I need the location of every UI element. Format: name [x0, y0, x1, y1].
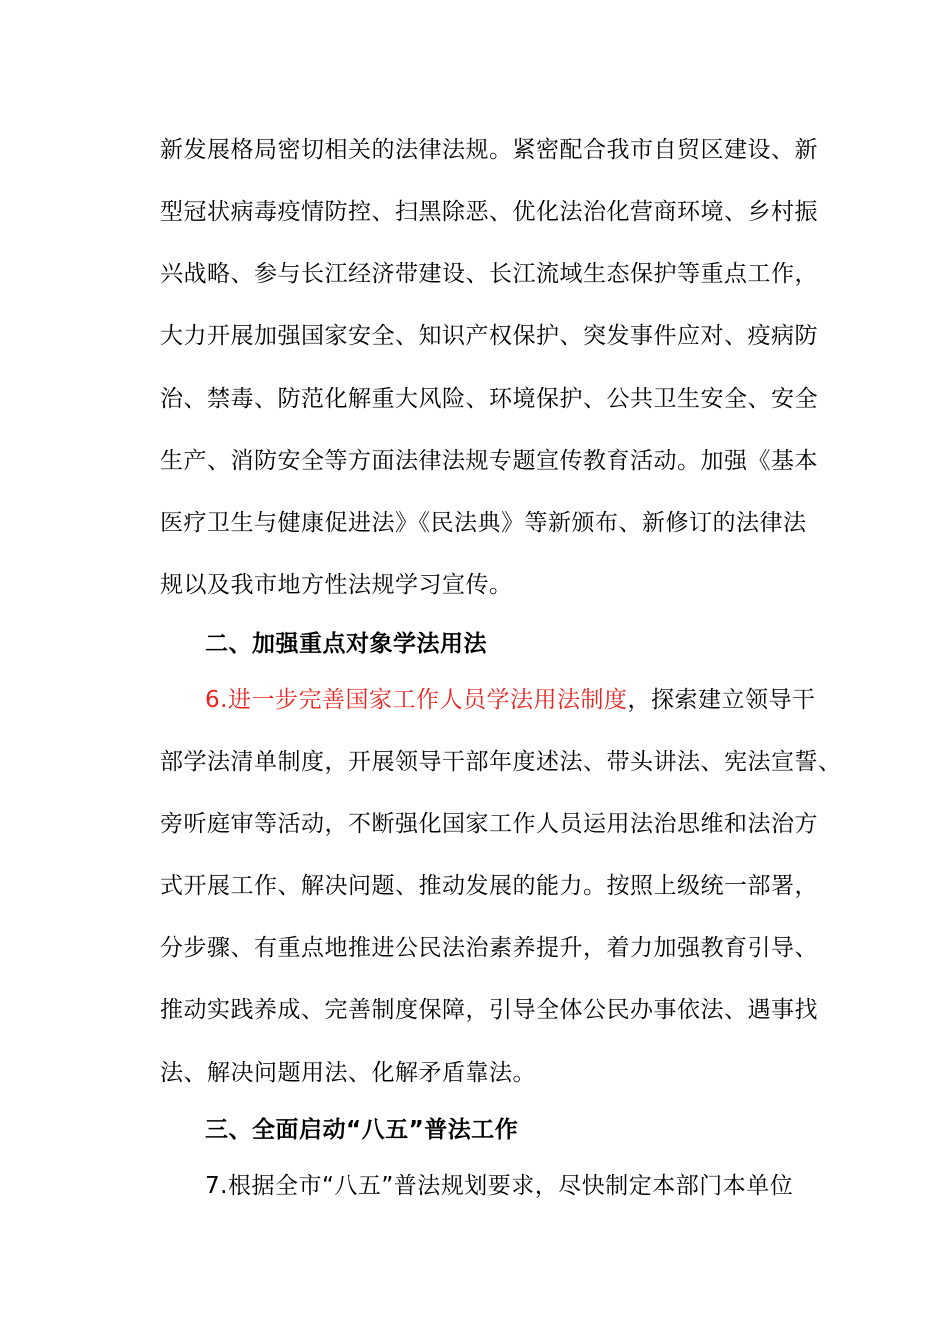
section-heading-2: 二、加强重点对象学法用法 [205, 631, 487, 657]
paragraph-line: 旁听庭审等活动，不断强化国家工作人员运用法治思维和法治方 [160, 811, 818, 837]
section-heading-3: 三、全面启动“八五”普法工作 [205, 1117, 519, 1143]
item-6-rest: ，探索建立领导干 [627, 687, 816, 713]
item-6-line [205, 680, 815, 720]
paragraph-line: 推动实践养成、完善制度保障，引导全体公民办事依法、遇事找 [160, 997, 818, 1023]
paragraph-line: 新发展格局密切相关的法律法规。紧密配合我市自贸区建设、新 [160, 137, 818, 163]
paragraph-line: 分步骤、有重点地推进公民法治素养提升，着力加强教育引导、 [160, 935, 818, 961]
paragraph-line: 部学法清单制度，开展领导干部年度述法、带头讲法、宪法宣誓、 [160, 749, 842, 775]
paragraph-line: 医疗卫生与健康促进法》《民法典》等新颁布、新修订的法律法 [160, 510, 807, 536]
paragraph-line: 治、禁毒、防范化解重大风险、环境保护、公共卫生安全、安全 [160, 386, 818, 412]
paragraph-line: 生产、消防安全等方面法律法规专题宣传教育活动。加强《基本 [160, 448, 818, 474]
paragraph-line: 法、解决问题用法、化解矛盾靠法。 [160, 1060, 536, 1086]
item-6-highlight: 6.进一步完善国家工作人员学法用法制度 [205, 687, 628, 713]
paragraph-line: 型冠状病毒疫情防控、扫黑除恶、优化法治化营商环境、乡村振 [160, 199, 818, 225]
paragraph-line: 兴战略、参与长江经济带建设、长江流域生态保护等重点工作， [160, 261, 818, 287]
paragraph-line: 规以及我市地方性法规学习宣传。 [160, 572, 513, 598]
item-7-line: 7.根据全市“八五”普法规划要求，尽快制定本部门本单位 [205, 1173, 794, 1199]
paragraph-line: 大力开展加强国家安全、知识产权保护、突发事件应对、疫病防 [160, 323, 818, 349]
paragraph-line: 式开展工作、解决问题、推动发展的能力。按照上级统一部署， [160, 873, 818, 899]
